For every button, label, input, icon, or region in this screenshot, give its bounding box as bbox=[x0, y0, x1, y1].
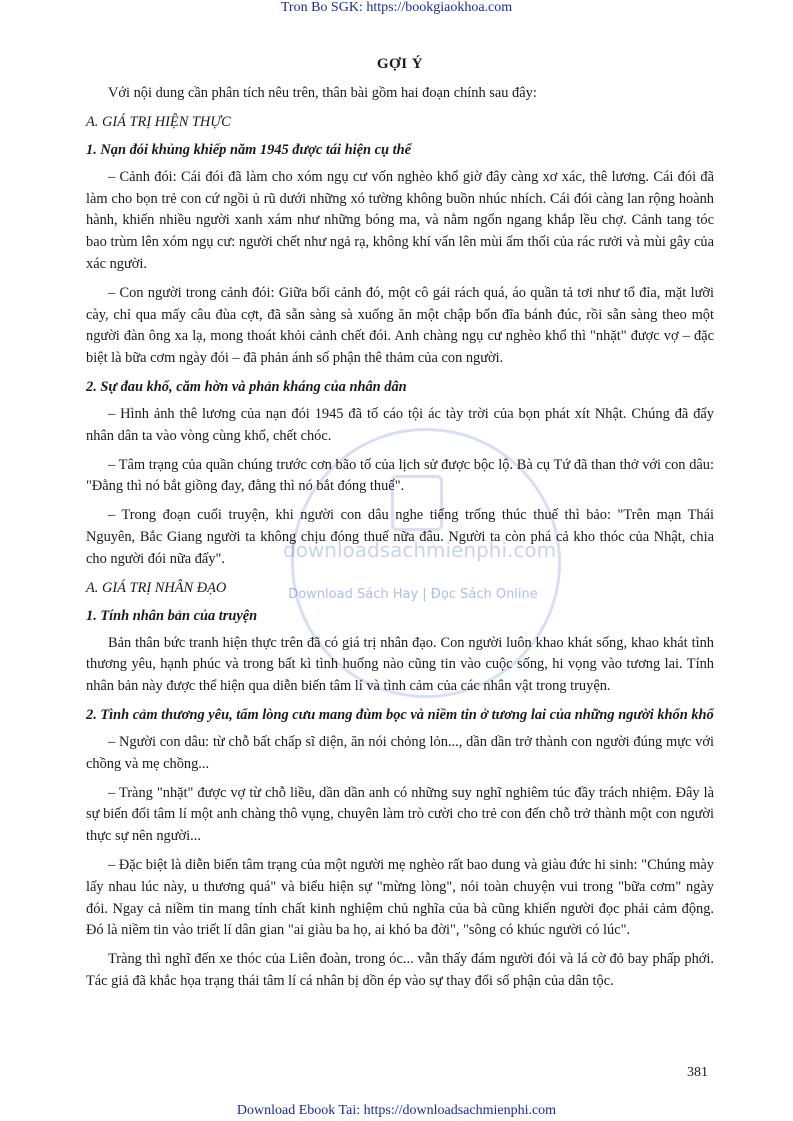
paragraph-trang: – Tràng "nhặt" được vợ từ chỗ liều, dần dần anh có những suy nghĩ nghiêm túc đầy trách nhiệm. Đây là sự biến đổi tâm lí một anh chàng thô vụng, chuyên làm trò cười cho trẻ con đến chỗ trở thành một con người thực sự nên người... bbox=[86, 784, 714, 845]
section-heading-humanity: A. GIÁ TRỊ NHÂN ĐẠO bbox=[86, 579, 227, 596]
paragraph-humanism: Bản thân bức tranh hiện thực trên đã có giá trị nhân đạo. Con người luôn khao khát sống, khao khát tình thương yêu, hạnh phúc và trong bất kì tình huống nào cũng tin vào cuộc sống, hi vọng vào tương lai. Tính nhân bản này được thể hiện qua diễn biến tâm lí và tình cảm của các nhân vật trong truyện. bbox=[86, 634, 714, 695]
page-title: GỢI Ý bbox=[376, 56, 424, 72]
paragraph-mother: – Đặc biệt là diễn biến tâm trạng của một người mẹ nghèo rất bao dung và giàu đức hi sinh: "Chúng mày lấy nhau lúc này, u thương quá" và biểu hiện sự "mừng lòng", nói toàn chuyện vui trong "bữa cơm" ngày đói. Ngay cả niềm tin mang tính chất kinh nghiệm chủ nghĩa của bà cũng khiến người đọc phải cảm động. Đó là niềm tin vào triết lí dân gian "ai giàu ba họ, ai khó ba đời", "sông có khúc người có lúc". bbox=[86, 856, 714, 939]
paragraph-mood: – Tâm trạng của quần chúng trước cơn bão tố của lịch sử được bộc lộ. Bà cụ Tứ đã than thở với con dâu: "Đằng thì nó bắt giồng đay, đằng thì nó bắt đóng thuế". bbox=[86, 456, 714, 495]
subheading-love-faith: 2. Tình cảm thương yêu, tấm lòng cưu mang đùm bọc và niềm tin ở tương lai của những người khốn khổ bbox=[86, 706, 714, 723]
paragraph-denounce: – Hình ảnh thê lương của nạn đói 1945 đã tố cáo tội ác tày trời của bọn phát xít Nhật. Chúng đã đẩy nhân dân ta vào vòng cùng khổ, chết chóc. bbox=[86, 405, 714, 444]
header-link[interactable]: Tron Bo SGK: https://bookgiaokhoa.com bbox=[280, 0, 513, 15]
intro-paragraph: Với nội dung cần phân tích nêu trên, thân bài gồm hai đoạn chính sau đây: bbox=[108, 85, 537, 101]
subheading-famine: 1. Nạn đói khủng khiếp năm 1945 được tái hiện cụ thể bbox=[86, 141, 411, 158]
paragraph-famine-scene: – Cảnh đói: Cái đói đã làm cho xóm ngụ cư vốn nghèo khổ giờ đây càng xơ xác, thê lương. Cái đói đã làm cho bọn trẻ con cứ ngồi ủ rũ dưới những xó tường không buồn nhúc nhích. Cái đói càng lan rộng hoành hành, khiến nhiều người xanh xám như những bóng ma, và nằm ngổn ngang khắp lều chợ. Cảnh tang tóc bao trùm lên xóm ngụ cư: người chết như ngả rạ, không khí vẩn lên mùi ẩm thối của rác rưởi và mùi gây của xác người. bbox=[86, 168, 714, 272]
footer-link[interactable]: Download Ebook Tai: https://downloadsachmienphi.com bbox=[236, 1103, 557, 1118]
paragraph-daughter-in-law: – Người con dâu: từ chỗ bất chấp sĩ diện, ăn nói chỏng lỏn..., dần dần trở thành con người đúng mực với chồng và mẹ chồng... bbox=[86, 733, 714, 772]
paragraph-people-in-famine: – Con người trong cảnh đói: Giữa bối cảnh đó, một cô gái rách quá, áo quần tả tơi như tổ đỉa, mặt lưỡi cày, chỉ qua mấy câu đùa cợt, đã sẵn sàng sà xuống ăn một chập bốn đĩa bánh đúc, rồi sẵn sàng theo một người đàn ông xa lạ, mong thoát khỏi cảnh chết đói. Anh chàng ngụ cư nghèo khổ thì "nhặt" được vợ – đặc biệt là bữa cơm ngày đói – đã phản ánh số phận thê thảm của con người. bbox=[86, 284, 714, 367]
subheading-humanism: 1. Tính nhân bản của truyện bbox=[86, 607, 258, 624]
paragraph-ending: – Trong đoạn cuối truyện, khi người con dâu nghe tiếng trống thúc thuế thì bảo: "Trên mạn Thái Nguyên, Bắc Giang người ta không chịu đóng thuế nữa đâu. Người ta còn phá cả kho thóc của Nhật, chia cho người đói nữa đấy". bbox=[86, 507, 714, 567]
watermark-site: downloadsachmienphi.com bbox=[283, 538, 557, 562]
watermark-tagline: Download Sách Hay | Đọc Sách Online bbox=[288, 587, 538, 602]
paragraph-conclusion: Tràng thì nghĩ đến xe thóc của Liên đoàn, trong óc... vẫn thấy đám người đói và lá cờ đỏ bay phấp phới. Tác giả đã khắc họa trạng thái tâm lí cá nhân bị dồn ép vào sự thay đổi số phận của dân tộc. bbox=[86, 951, 714, 989]
subheading-suffering: 2. Sự đau khổ, căm hờn và phản kháng của nhân dân bbox=[86, 378, 407, 395]
section-heading-realism: A. GIÁ TRỊ HIỆN THỰC bbox=[86, 113, 231, 130]
page-number: 381 bbox=[687, 1065, 708, 1080]
page-content bbox=[86, 56, 714, 1000]
